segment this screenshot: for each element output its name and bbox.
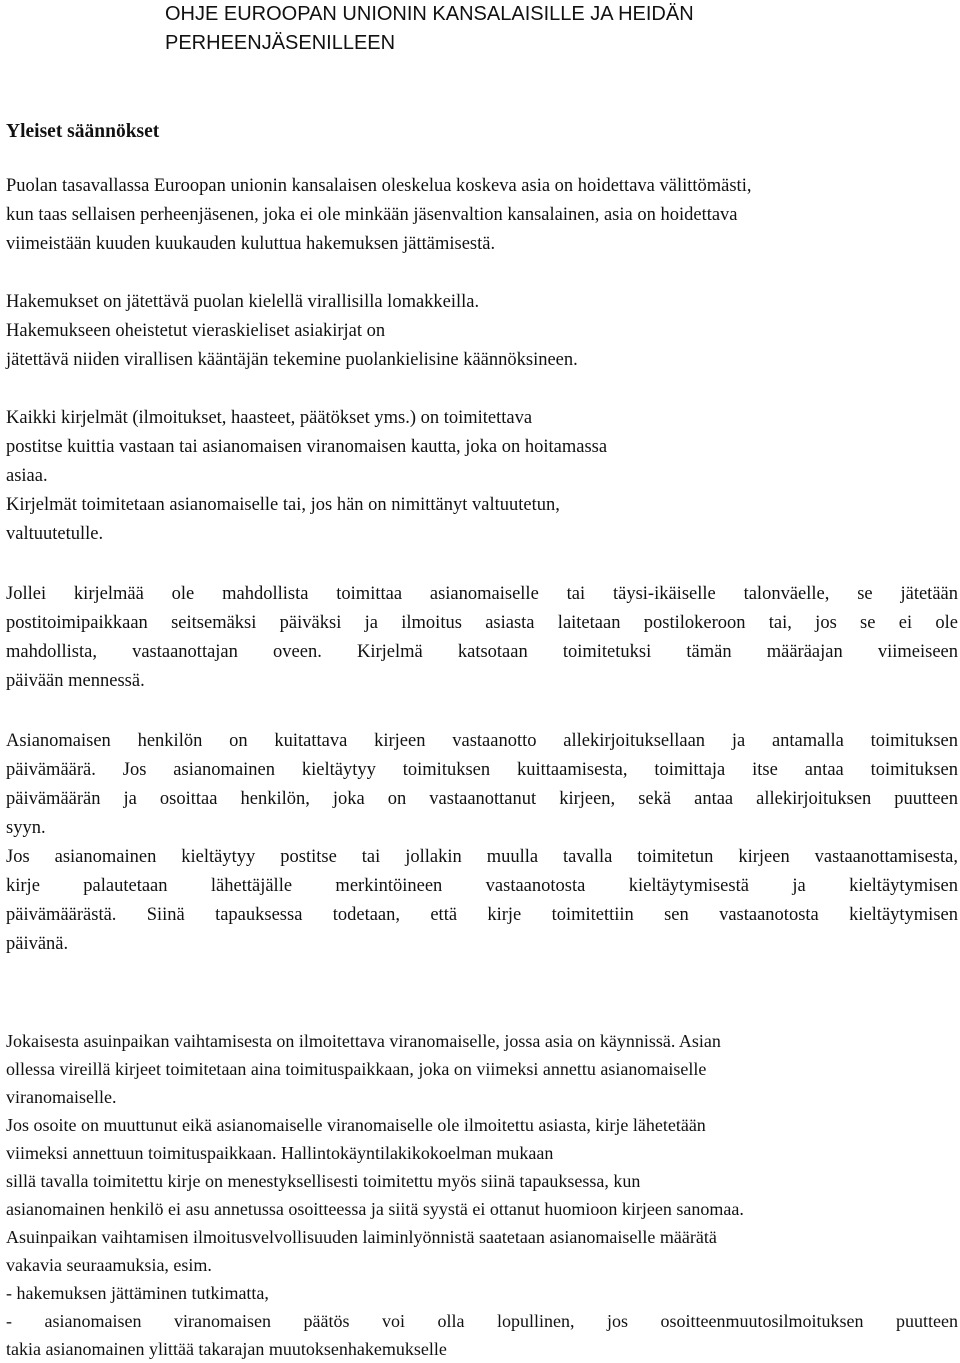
paragraph-document-delivery	[6, 404, 958, 549]
text-line: Puolan tasavallassa Euroopan unionin kansalaisen oleskelua koskeva asia on hoidettava välittömästi,	[6, 176, 752, 196]
text-line: päivämäärä. Jos asianomainen kieltäytyy toimituksen kuittaamisesta, toimittaja itse antaa toimituksen	[6, 760, 958, 780]
text-line: päivänä.	[6, 934, 69, 954]
document-title	[165, 0, 694, 58]
text-line: Hakemukset on jätettävä puolan kielellä virallisilla lomakkeilla.	[6, 292, 480, 312]
text-line: Jokaisesta asuinpaikan vaihtamisesta on ilmoitettava viranomaiselle, jossa asia on käynnissä. Asian	[6, 1031, 721, 1051]
paragraph-address-change	[6, 1027, 958, 1363]
text-line: Asianomaisen henkilön on kuitattava kirjeen vastaanotto allekirjoituksellaan ja antamalla toimituksen	[6, 731, 958, 751]
text-line: päivään mennessä.	[6, 671, 145, 691]
list-item: - asianomaisen viranomaisen päätös voi olla lopullinen, jos osoitteenmuutosilmoituksen puutteen	[6, 1311, 958, 1331]
text-line: asianomainen henkilö ei asu annetussa osoitteessa ja siitä syystä ei ottanut huomioon kirjeen sanomaa.	[6, 1199, 744, 1219]
text-line: syyn.	[6, 818, 46, 838]
text-line: päivämäärästä. Siinä tapauksessa todetaan, että kirje toimitettiin sen vastaanotosta kieltäytymisen	[6, 905, 958, 925]
text-line: viimeistään kuuden kuukauden kuluttua hakemuksen jättämisestä.	[6, 234, 496, 254]
list-item: - hakemuksen jättäminen tutkimatta,	[6, 1283, 269, 1303]
text-line: Kaikki kirjelmät (ilmoitukset, haasteet, päätökset yms.) on toimitettava	[6, 408, 533, 428]
text-line: päivämäärän ja osoittaa henkilön, joka on vastaanottanut kirjeen, sekä antaa allekirjoituksen puutteen	[6, 789, 958, 809]
text-line: takia asianomainen ylittää takarajan muutoksenhakemukselle	[6, 1339, 447, 1359]
text-line: Hakemukseen oheistetut vieraskieliset asiakirjat on	[6, 321, 386, 341]
text-line: ollessa vireillä kirjeet toimitetaan aina toimituspaikkaan, joka on viimeksi annettu asianomaiselle	[6, 1059, 707, 1079]
paragraph-processing-deadlines	[6, 172, 958, 259]
text-line: asiaa.	[6, 466, 48, 486]
text-line: kun taas sellaisen perheenjäsenen, joka ei ole minkään jäsenvaltion kansalainen, asia on hoidettava	[6, 205, 738, 225]
text-line: jätettävä niiden virallisen kääntäjän tekemine puolankielisine käännöksineen.	[6, 350, 578, 370]
text-line: Jos asianomainen kieltäytyy postitse tai jollakin muulla tavalla toimitetun kirjeen vastaanottamisesta,	[6, 847, 958, 867]
title-line: OHJE EUROOPAN UNIONIN KANSALAISILLE JA HEIDÄN	[165, 3, 694, 25]
title-line: PERHEENJÄSENILLEEN	[165, 32, 396, 54]
text-line: sillä tavalla toimitettu kirje on menestyksellisesti toimitettu myös siinä tapauksessa, kun	[6, 1171, 641, 1191]
text-line: viimeksi annettuun toimituspaikkaan. Hallintokäyntilakikokoelman mukaan	[6, 1143, 554, 1163]
section-heading: Yleiset säännökset	[6, 121, 160, 142]
text-line: postitoimipaikkaan seitsemäksi päiväksi ja ilmoitus asiasta laitetaan postilokeroon tai, jos se ei ole	[6, 613, 958, 633]
text-line: valtuutetulle.	[6, 524, 104, 544]
text-line: Jollei kirjelmää ole mahdollista toimittaa asianomaiselle tai täysi-ikäiselle talonväelle, se jätetään	[6, 584, 958, 604]
text-line: postitse kuittia vastaan tai asianomaisen viranomaisen kautta, joka on hoitamassa	[6, 437, 608, 457]
text-line: Kirjelmät toimitetaan asianomaiselle tai, jos hän on nimittänyt valtuutetun,	[6, 495, 560, 515]
text-line: viranomaiselle.	[6, 1087, 117, 1107]
paragraph-application-language	[6, 288, 958, 375]
text-line: kirje palautetaan lähettäjälle merkintöineen vastaanotosta kieltäytymisestä ja kieltäytymisen	[6, 876, 958, 896]
text-line: vakavia seuraamuksia, esim.	[6, 1255, 212, 1275]
text-line: mahdollista, vastaanottajan oveen. Kirjelmä katsotaan toimitetuksi tämän määräajan viimeiseen	[6, 642, 958, 662]
text-line: Jos osoite on muuttunut eikä asianomaiselle viranomaiselle ole ilmoitettu asiasta, kirje lähetetään	[6, 1115, 706, 1135]
paragraph-post-office-notice	[6, 580, 958, 696]
paragraph-receipt-acknowledgement	[6, 727, 958, 959]
text-line: Asuinpaikan vaihtamisen ilmoitusvelvollisuuden laiminlyönnistä saatetaan asianomaiselle määrätä	[6, 1227, 717, 1247]
